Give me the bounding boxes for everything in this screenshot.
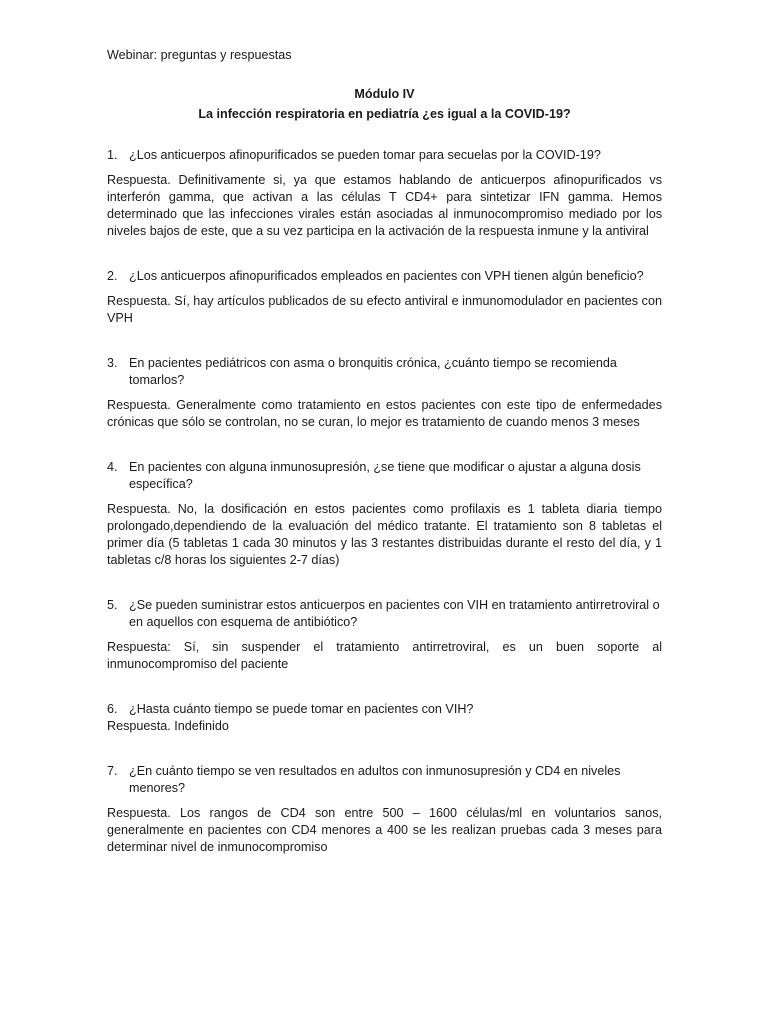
question: [107, 355, 662, 389]
question: [107, 147, 662, 164]
question-text: ¿Los anticuerpos afinopurificados empleados en pacientes con VPH tienen algún beneficio?: [129, 269, 644, 283]
question: [107, 597, 662, 631]
question-number: 5.: [107, 598, 118, 612]
answer-text: Respuesta. Indefinido: [107, 719, 229, 733]
question-text: En pacientes con alguna inmunosupresión, ¿se tiene que modificar o ajustar a alguna dosis específica?: [129, 460, 641, 491]
answer-text: Respuesta: Sí, sin suspender el tratamiento antirretroviral, es un buen soporte al inmunocompromiso del paciente: [107, 640, 662, 671]
answer-text: Respuesta. Sí, hay artículos publicados de su efecto antiviral e inmunomodulador en pacientes con VPH: [107, 294, 662, 325]
question-number: 1.: [107, 148, 118, 162]
qa-item-5: [107, 597, 662, 673]
qa-item-3: [107, 355, 662, 431]
module-title: Módulo IV: [354, 87, 415, 101]
question-number: 2.: [107, 269, 118, 283]
qa-item-6: [107, 701, 662, 735]
question: [107, 763, 662, 797]
qa-item-7: [107, 763, 662, 856]
question-number: 4.: [107, 460, 118, 474]
question: [107, 459, 662, 493]
question: [107, 701, 662, 718]
qa-item-4: [107, 459, 662, 569]
document-page: [107, 47, 662, 884]
qa-item-2: [107, 268, 662, 327]
question-number: 7.: [107, 764, 118, 778]
document-header: Webinar: preguntas y respuestas: [107, 48, 292, 62]
question-number: 6.: [107, 702, 118, 716]
answer-text: Respuesta. Generalmente como tratamiento en estos pacientes con este tipo de enfermedades crónicas que sólo se controlan, no se curan, lo mejor es tratamiento de cuando menos 3 meses: [107, 398, 662, 429]
answer-text: Respuesta. Los rangos de CD4 son entre 500 – 1600 células/ml en voluntarios sanos, generalmente en pacientes con CD4 menores a 400 se les realizan pruebas cada 3 meses para determinar nivel de inmunocompromiso: [107, 806, 662, 854]
question-text: ¿Hasta cuánto tiempo se puede tomar en pacientes con VIH?: [129, 702, 474, 716]
question-text: ¿En cuánto tiempo se ven resultados en adultos con inmunosupresión y CD4 en niveles menores?: [129, 764, 621, 795]
answer-text: Respuesta. Definitivamente si, ya que estamos hablando de anticuerpos afinopurificados vs interferón gamma, que activan a las células T CD4+ para sintetizar IFN gamma. Hemos determinado que las infecciones virales están asociadas al inmunocompromiso mediado por los niveles bajos de este, que a su vez participa en la activación de la respuesta inmune y la antiviral: [107, 173, 662, 238]
question-text: En pacientes pediátricos con asma o bronquitis crónica, ¿cuánto tiempo se recomienda tomarlos?: [129, 356, 617, 387]
question-number: 3.: [107, 356, 118, 370]
qa-item-1: [107, 147, 662, 240]
question-text: ¿Se pueden suministrar estos anticuerpos en pacientes con VIH en tratamiento antirretroviral o en aquellos con esquema de antibiótico?: [129, 598, 660, 629]
question: [107, 268, 662, 285]
answer-text: Respuesta. No, la dosificación en estos pacientes como profilaxis es 1 tableta diaria tiempo prolongado,dependiendo de la evaluación del médico tratante. El tratamiento son 8 tabletas el primer día (5 tabletas 1 cada 30 minutos y las 3 restantes distribuidas durante el resto del día, y 1 tabletas c/8 horas los siguientes 2-7 días): [107, 502, 662, 567]
question-text: ¿Los anticuerpos afinopurificados se pueden tomar para secuelas por la COVID-19?: [129, 148, 601, 162]
document-subtitle: La infección respiratoria en pediatría ¿es igual a la COVID-19?: [198, 107, 571, 121]
